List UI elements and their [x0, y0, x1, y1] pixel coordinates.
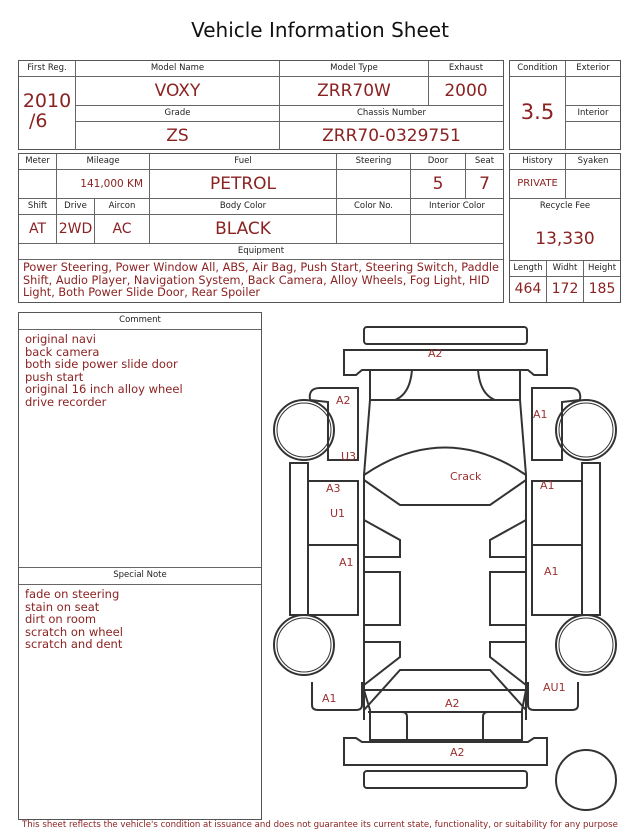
grade-label: Grade [76, 106, 279, 122]
specs-table [18, 153, 504, 303]
grade-cell [76, 106, 280, 150]
model-type-value: ZRR70W [317, 81, 391, 101]
meter-cell [19, 154, 57, 199]
special-note-text: fade on steering stain on seat dirt on room scratch on wheel scratch and dent [25, 587, 123, 651]
aircon-value: AC [112, 221, 132, 237]
syaken-cell [566, 154, 620, 199]
condition-label: Condition [510, 61, 565, 77]
equipment-value: Power Steering, Power Window All, ABS, Air Bag, Push Start, Steering Switch, Paddle Shift, Audio Player, Navigation System, Back Camera, Alloy Wheels, Fog Light, HID Light, Both Power Slide Door, Rear Spoiler [23, 261, 499, 299]
door-cell [411, 154, 466, 199]
height-cell [584, 261, 620, 302]
mark-left-front-door: U1 [330, 507, 346, 520]
disclaimer-footer: This sheet reflects the vehicle's condition at issuance and does not guarantee its current state, functionality, or suitability for any purpose [22, 820, 618, 830]
special-note-section [19, 567, 261, 654]
front-grille-bar [364, 327, 527, 344]
width-label: Widht [547, 261, 583, 277]
mark-front-bumper: A2 [428, 347, 443, 360]
history-value: PRIVATE [517, 178, 558, 189]
width-value: 172 [551, 281, 579, 297]
steering-cell [337, 154, 411, 199]
right-headlight [478, 370, 495, 400]
left-front-wheel-rim [277, 403, 331, 457]
right-rear-door [532, 545, 582, 615]
right-front-wheel [556, 400, 616, 460]
seat-label: Seat [466, 154, 503, 170]
fuel-label: Fuel [150, 154, 336, 170]
drive-cell [57, 199, 95, 244]
mark-left-front-fender: A2 [336, 394, 351, 407]
seat-value: 7 [479, 174, 490, 194]
condition-value: 3.5 [520, 100, 555, 124]
equipment-label: Equipment [19, 244, 503, 260]
recycle-fee-value: 13,330 [535, 229, 595, 249]
drive-value: 2WD [58, 221, 93, 237]
model-name-cell [76, 61, 280, 106]
chassis-label: Chassis Number [280, 106, 503, 122]
recycle-fee-cell [510, 199, 620, 261]
left-front-wheel [274, 400, 334, 460]
left-front-window [364, 520, 400, 557]
mark-right-front-fender: A1 [533, 408, 548, 421]
height-value: 185 [588, 281, 616, 297]
front-bumper [344, 350, 547, 375]
right-tail-light [483, 712, 522, 740]
left-tail-light [368, 712, 407, 740]
condition-table [509, 60, 621, 150]
mark-back-door: A2 [445, 697, 460, 710]
left-side-panel [290, 463, 308, 615]
body-right-line [520, 400, 526, 720]
model-name-label: Model Name [76, 61, 279, 77]
page-title: Vehicle Information Sheet [191, 18, 449, 42]
right-rear-window [490, 642, 526, 685]
aircon-label: Aircon [95, 199, 149, 215]
equipment-cell [19, 244, 503, 302]
hood [370, 370, 520, 400]
mark-left-rear-door: A1 [339, 556, 354, 569]
left-rear-fender [312, 682, 362, 710]
model-type-label: Model Type [280, 61, 428, 77]
first-reg-cell [19, 61, 76, 150]
grade-value: ZS [166, 126, 189, 146]
spare-wheel [556, 750, 616, 810]
exterior-cell [566, 61, 620, 106]
width-cell [547, 261, 584, 302]
steering-label: Steering [337, 154, 410, 170]
right-rear-wheel-rim [559, 618, 613, 672]
windshield-left [364, 480, 526, 505]
length-cell [510, 261, 547, 302]
right-front-wheel-rim [559, 403, 613, 457]
interior-label: Interior [566, 106, 620, 122]
model-name-value: VOXY [154, 81, 201, 101]
left-headlight [395, 370, 412, 400]
right-mid-window [490, 572, 526, 625]
body-color-value: BLACK [215, 219, 271, 239]
exterior-label: Exterior [566, 61, 620, 77]
recycle-fee-label: Recycle Fee [539, 201, 591, 211]
right-side-panel [582, 463, 600, 615]
door-label: Door [411, 154, 465, 170]
interior-cell [566, 106, 620, 150]
chassis-cell [280, 106, 503, 150]
color-no-label: Color No. [337, 199, 410, 215]
door-value: 5 [432, 174, 444, 194]
mark-windshield: Crack [450, 470, 482, 483]
condition-cell [510, 61, 566, 150]
history-cell [510, 154, 566, 199]
rear-bumper [344, 738, 547, 765]
windshield [364, 448, 526, 476]
drive-label: Drive [57, 199, 94, 215]
right-rear-wheel [556, 615, 616, 675]
exhaust-cell [429, 61, 503, 106]
comment-label: Comment [19, 313, 261, 330]
mark-rear-bumper: A2 [450, 746, 465, 759]
shift-label: Shift [19, 199, 56, 215]
interior-color-cell [411, 199, 503, 244]
mark-right-rear-fender: AU1 [543, 681, 566, 694]
first-reg-year: 2010 [22, 90, 72, 112]
mileage-label: Mileage [57, 154, 149, 170]
height-label: Height [584, 261, 620, 277]
shift-value: AT [28, 221, 47, 237]
mileage-cell [57, 154, 150, 199]
length-value: 464 [514, 281, 542, 297]
aircon-cell [95, 199, 150, 244]
right-front-window [490, 520, 526, 557]
body-color-cell [150, 199, 337, 244]
model-type-cell [280, 61, 429, 106]
mark-left-rear-fender: A1 [322, 692, 337, 705]
shift-cell [19, 199, 57, 244]
body-left-line [364, 400, 370, 720]
mark-left-front-door-top: A3 [326, 482, 341, 495]
color-no-cell [337, 199, 411, 244]
fuel-value: PETROL [209, 174, 277, 194]
mark-left-pillar: U3 [341, 450, 357, 463]
meter-label: Meter [19, 154, 56, 170]
seat-cell [466, 154, 503, 199]
fuel-cell [150, 154, 337, 199]
first-reg-label: First Reg. [19, 61, 75, 77]
interior-color-label: Interior Color [411, 199, 503, 215]
left-rear-window [364, 642, 400, 685]
mark-right-rear-door: A1 [544, 565, 559, 578]
damage-diagram [270, 320, 640, 820]
comment-text: original navi back camera both side power slide door push start original 16 inch alloy wheel drive recorder [25, 332, 183, 409]
comment-box [18, 312, 262, 820]
side-table [509, 153, 621, 303]
mark-right-front-door-top: A1 [540, 479, 555, 492]
rear-bumper-bar [364, 771, 527, 788]
left-rear-wheel [274, 615, 334, 675]
syaken-label: Syaken [566, 154, 620, 170]
exhaust-label: Exhaust [429, 61, 503, 77]
special-note-label: Special Note [19, 568, 261, 585]
exhaust-value: 2000 [444, 81, 488, 101]
body-color-label: Body Color [150, 199, 336, 215]
mileage-value: 141,000 KM [80, 178, 143, 190]
main-info-table [18, 60, 504, 150]
chassis-value: ZRR70-0329751 [322, 126, 461, 146]
left-rear-wheel-rim [277, 618, 331, 672]
left-mid-window [364, 572, 400, 625]
history-label: History [510, 154, 565, 170]
length-label: Length [510, 261, 546, 277]
first-reg-month: /6 [29, 110, 48, 132]
